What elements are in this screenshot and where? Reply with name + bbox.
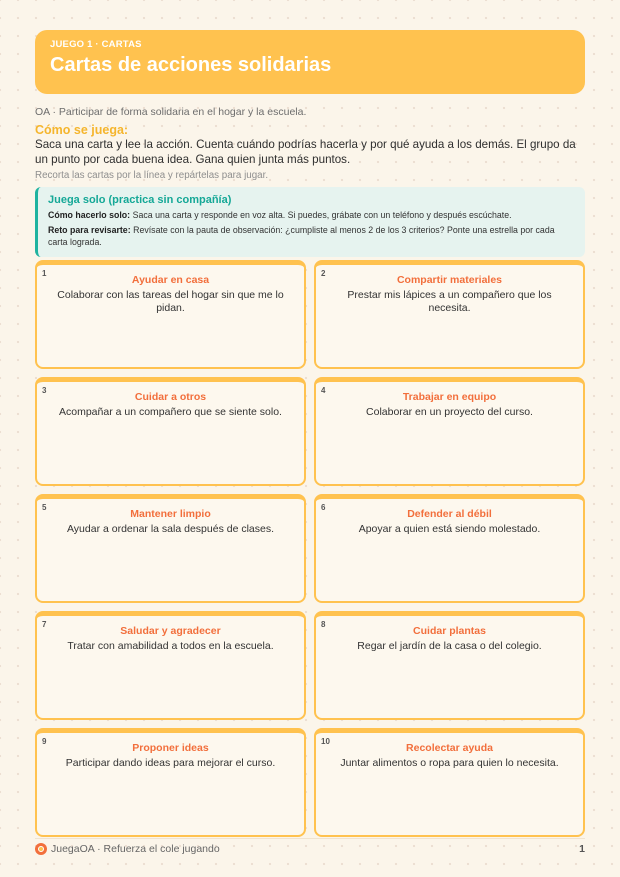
solo-play-box bbox=[35, 187, 585, 257]
card-title: Mantener limpio bbox=[130, 508, 211, 520]
card-text: Prestar mis lápices a un compañero que los necesita. bbox=[347, 289, 552, 314]
card-text: Apoyar a quien está siendo molestado. bbox=[358, 523, 541, 535]
solo-how-line bbox=[48, 209, 575, 221]
card-text: Participar dando ideas para mejorar el curso. bbox=[65, 757, 276, 769]
cut-instructions: Recorta las cartas por la línea y repártelas para jugar. bbox=[35, 170, 269, 181]
card-text: Tratar con amabilidad a todos en la escuela. bbox=[67, 640, 274, 652]
card-text: Colaborar con las tareas del hogar sin que me lo pidan. bbox=[57, 289, 284, 314]
card-title: Recolectar ayuda bbox=[406, 742, 493, 754]
action-card bbox=[35, 611, 306, 720]
how-to-play-heading: Cómo se juega: bbox=[35, 123, 129, 137]
header-banner bbox=[35, 30, 585, 94]
card-title: Proponer ideas bbox=[132, 742, 209, 754]
solo-how-text: Saca una carta y responde en voz alta. Si puedes, grábate con un teléfono y después escúchate. bbox=[132, 210, 512, 220]
card-text: Colaborar en un proyecto del curso. bbox=[366, 406, 533, 418]
card-number: 2 bbox=[321, 269, 326, 278]
action-card bbox=[35, 494, 306, 603]
card-text: Regar el jardín de la casa o del colegio. bbox=[357, 640, 542, 652]
card-number: 4 bbox=[321, 386, 326, 395]
footer-brand: JuegaOA · Refuerza el cole jugando bbox=[51, 843, 220, 855]
action-card bbox=[35, 728, 306, 837]
page-title: Cartas de acciones solidarias bbox=[50, 54, 332, 76]
action-card bbox=[314, 728, 585, 837]
card-title: Trabajar en equipo bbox=[402, 391, 497, 403]
page-footer bbox=[35, 843, 585, 857]
card-number: 3 bbox=[42, 386, 47, 395]
card-title: Cuidar a otros bbox=[134, 391, 207, 403]
card-title: Saludar y agradecer bbox=[120, 625, 221, 637]
card-text: Ayudar a ordenar la sala después de clases. bbox=[66, 523, 275, 535]
card-number: 8 bbox=[321, 620, 326, 629]
card-text: Juntar alimentos o ropa para quien lo necesita. bbox=[340, 757, 559, 769]
solo-review-label: Reto para revisarte: bbox=[48, 225, 131, 235]
action-card bbox=[314, 377, 585, 486]
how-to-play-text: Saca una carta y lee la acción. Cuenta cuándo podrías hacerla y por qué ayuda a los demás. El grupo da un punto por cada buena idea. Gana quien junta más puntos. bbox=[35, 138, 576, 166]
solo-play-title: Juega solo (practica sin compañía) bbox=[48, 194, 232, 206]
juegaoa-logo-icon bbox=[35, 843, 47, 855]
footer-divider bbox=[35, 838, 585, 839]
solo-review-line bbox=[48, 224, 575, 248]
card-number: 5 bbox=[42, 503, 47, 512]
card-title: Ayudar en casa bbox=[131, 274, 210, 286]
action-card bbox=[35, 377, 306, 486]
card-number: 6 bbox=[321, 503, 326, 512]
card-number: 10 bbox=[321, 737, 330, 746]
page-number: 1 bbox=[579, 843, 585, 855]
game-kicker: JUEGO 1 · CARTAS bbox=[50, 39, 142, 50]
card-number: 1 bbox=[42, 269, 47, 278]
card-title: Compartir materiales bbox=[396, 274, 503, 286]
card-title: Defender al débil bbox=[407, 508, 492, 520]
action-card bbox=[35, 260, 306, 369]
solo-how-label: Cómo hacerlo solo: bbox=[48, 210, 131, 220]
worksheet-page bbox=[35, 30, 585, 769]
learning-objective: OA · Participar de forma solidaria en el hogar y la escuela. bbox=[35, 106, 307, 118]
action-card bbox=[314, 494, 585, 603]
solo-review-text: Revísate con la pauta de observación: ¿cumpliste al menos 2 de los 3 criterios? Ponte una estrella por cada carta lograda. bbox=[48, 225, 555, 247]
card-number: 7 bbox=[42, 620, 47, 629]
action-card bbox=[314, 260, 585, 369]
card-number: 9 bbox=[42, 737, 47, 746]
action-card bbox=[314, 611, 585, 720]
card-text: Acompañar a un compañero que se siente solo. bbox=[59, 406, 282, 418]
card-title: Cuidar plantas bbox=[413, 625, 486, 637]
